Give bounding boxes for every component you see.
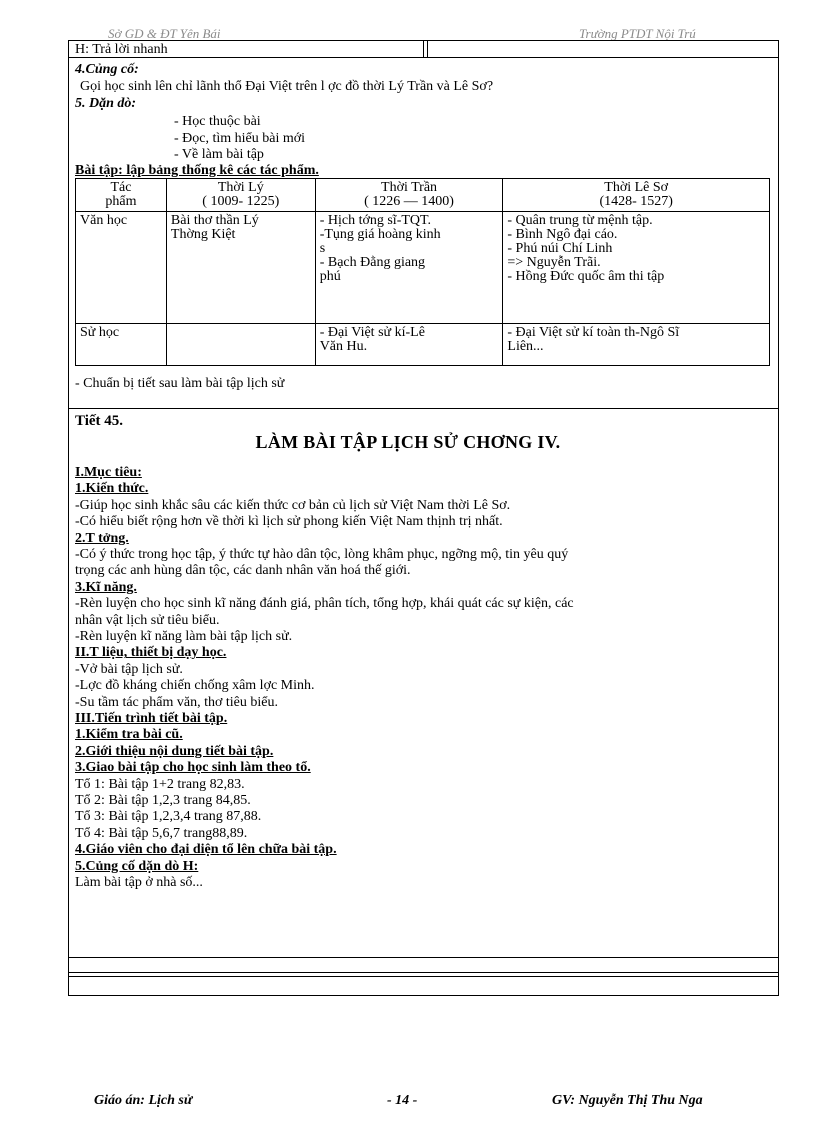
bottom-rule-2	[68, 972, 779, 973]
cell-ly-literature: Bài thơ thần Lý Thờng Kiệt	[166, 212, 315, 324]
cell-tran-history: - Đại Việt sử kí-Lê Văn Hu.	[315, 324, 503, 366]
section-heading: 1.Kiến thức.	[75, 481, 149, 497]
body-line: -Có ý thức trong học tập, ý thức tự hào dân tộc, lòng khâm phục, ngỡng mộ, tin yêu quý	[75, 547, 569, 562]
body-line: Tổ 4: Bài tập 5,6,7 trang88,89.	[75, 825, 248, 841]
header-school-department: Sở GD & ĐT Yên Bái	[108, 26, 221, 41]
top-row-rule	[68, 57, 779, 58]
homework-heading: 5. Dặn dò:	[75, 96, 137, 111]
bottom-rule-3	[68, 976, 779, 977]
section-heading: I.Mục tiêu:	[75, 465, 142, 480]
header-cell-tran: Thời Trần ( 1226 — 1400)	[315, 179, 503, 212]
section-heading: III.Tiến trình tiết bài tập.	[75, 711, 228, 726]
body-line: Tổ 1: Bài tập 1+2 trang 82,83.	[75, 776, 245, 792]
homework-item: - Về làm bài tập	[174, 147, 264, 162]
cell-le-history: - Đại Việt sử kí toàn th-Ngô Sĩ Liên...	[503, 324, 770, 366]
row-label-literature: Văn học	[76, 212, 167, 324]
body-line: trọng các anh hùng dân tộc, các danh nhân văn hoá thế giới.	[75, 563, 411, 579]
bottom-rule-1	[68, 957, 779, 958]
table-row	[76, 212, 770, 324]
body-line: -Vở bài tập lịch sử.	[75, 661, 183, 677]
section-heading: 2.Giới thiệu nội dung tiết bài tập.	[75, 743, 274, 759]
top-row-label: H: Trả lời nhanh	[75, 42, 168, 57]
cell-tran-literature: - Hịch tớng sĩ-TQT. -Tụng giá hoàng kinh s - Bạch Đằng giang phú	[315, 212, 503, 324]
exercise-title: Bài tập: lập bảng thống kê các tác phẩm.	[75, 163, 319, 178]
section-heading: 3.Kĩ năng.	[75, 579, 137, 595]
body-line: -Giúp học sinh khắc sâu các kiến thức cơ bản củ lịch sử Việt Nam thời Lê Sơ.	[75, 497, 511, 513]
review-text: Gọi học sinh lên chỉ lãnh thổ Đại Việt trên l ợc đồ thời Lý Trần và Lê Sơ?	[80, 79, 494, 94]
section-heading: 3.Giao bài tập cho học sinh làm theo tổ.	[75, 760, 311, 776]
lesson-title: LÀM BÀI TẬP LỊCH SỬ CHƠNG IV.	[255, 432, 561, 452]
row-label-history: Sử học	[76, 324, 167, 366]
section-rule	[68, 408, 779, 409]
body-line: -Su tầm tác phẩm văn, thơ tiêu biểu.	[75, 694, 278, 710]
next-lesson-note: - Chuẩn bị tiết sau làm bài tập lịch sử	[75, 376, 285, 391]
top-row-divider-double	[427, 40, 428, 57]
table-header-row	[76, 179, 770, 212]
cell-ly-history	[166, 324, 315, 366]
top-row-divider	[423, 40, 424, 57]
body-line: -Có hiểu biết rộng hơn về thời kì lịch sử phong kiến Việt Nam thịnh trị nhất.	[75, 514, 503, 530]
section-heading: 2.T tởng.	[75, 530, 129, 546]
body-line: Tổ 3: Bài tập 1,2,3,4 trang 87,88.	[75, 809, 262, 825]
cell-le-literature: - Quân trung từ mệnh tập. - Bình Ngô đại cáo. - Phú núi Chí Linh => Nguyễn Trãi. - Hồng Đức quốc âm thi tập	[503, 212, 770, 324]
footer-page-number: - 14 -	[387, 1093, 418, 1108]
review-heading: 4.Củng cố:	[75, 62, 139, 77]
homework-item: - Đọc, tìm hiểu bài mới	[174, 131, 306, 146]
footer-teacher: GV: Nguyễn Thị Thu Nga	[552, 1093, 703, 1108]
header-cell-le-so: Thời Lê Sơ (1428- 1527)	[503, 179, 770, 212]
body-line: -Lợc đồ kháng chiến chống xâm lợc Minh.	[75, 678, 315, 694]
header-cell-ly: Thời Lý ( 1009- 1225)	[166, 179, 315, 212]
body-line: nhân vật lịch sử tiêu biểu.	[75, 612, 220, 628]
works-table	[75, 178, 770, 366]
section-heading: 5.Củng cố dặn dò H:	[75, 858, 199, 874]
body-line: Làm bài tập ở nhà số...	[75, 875, 203, 890]
lesson-period: Tiết 45.	[75, 413, 124, 429]
body-line: Tổ 2: Bài tập 1,2,3 trang 84,85.	[75, 793, 251, 808]
body-line: -Rèn luyện kĩ năng làm bài tập lịch sử.	[75, 629, 293, 644]
footer-subject: Giáo án: Lịch sử	[94, 1093, 193, 1108]
body-line: -Rèn luyện cho học sinh kĩ năng đánh giá, phân tích, tổng hợp, khái quát các sự kiện, các	[75, 596, 574, 612]
table-row	[76, 324, 770, 366]
homework-item: - Học thuộc bài	[174, 114, 261, 129]
section-heading: 1.Kiểm tra bài cũ.	[75, 727, 183, 743]
section-heading: II.T liệu, thiết bị dạy học.	[75, 645, 227, 661]
header-cell-works: Tác phẩm	[76, 179, 167, 212]
header-school-name: Trường PTDT Nội Trú	[579, 26, 696, 41]
section-heading: 4.Giáo viên cho đại diện tổ lên chữa bài tập.	[75, 842, 337, 858]
